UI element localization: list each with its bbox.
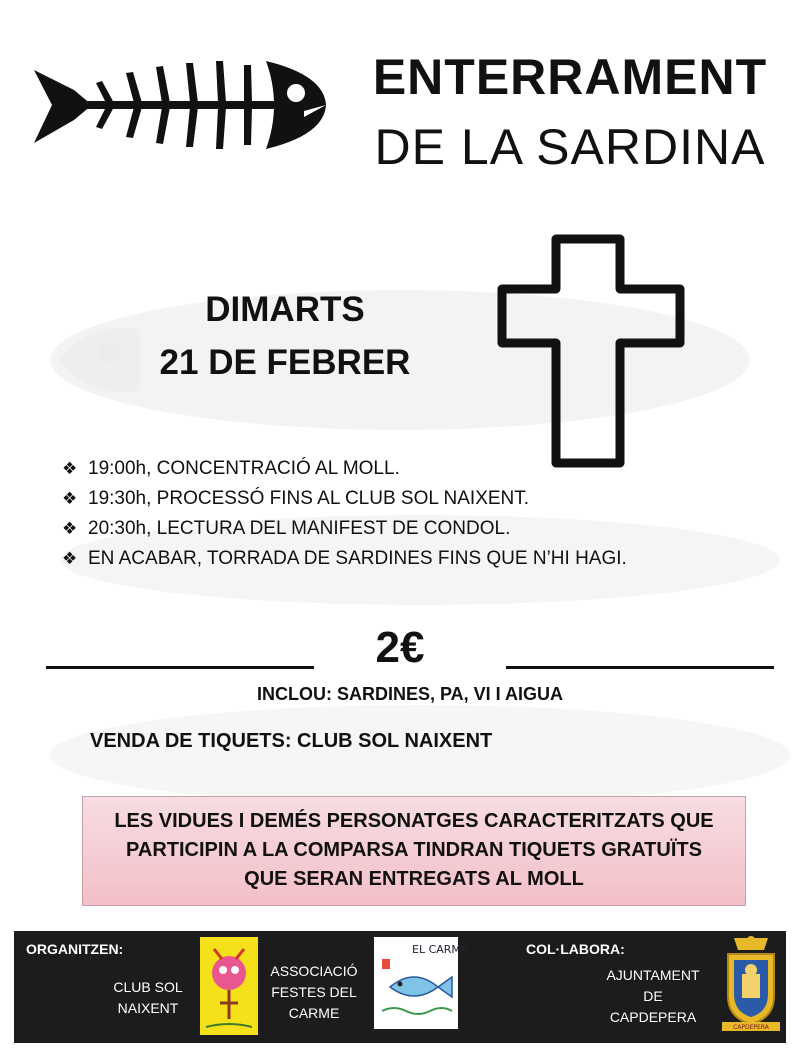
org2-line3: CARME (288, 1005, 340, 1021)
el-carme-logo-text: EL CARME (412, 943, 468, 956)
divider-right (506, 666, 774, 669)
org2-line2: FESTES DEL (271, 984, 357, 1000)
event-date (120, 283, 450, 389)
collab-line3: CAPDEPERA (609, 1009, 697, 1025)
collaborator-ajuntament (598, 965, 708, 1028)
event-day: 21 DE FEBRER (159, 343, 411, 382)
schedule-text: 19:30h, PROCESSÓ FINS AL CLUB SOL NAIXENT. (88, 488, 530, 509)
bullet-diamond-icon: ❖ (62, 489, 78, 508)
org1-line1: CLUB SOL (113, 979, 183, 995)
organizer-associacio-festes (266, 961, 362, 1024)
org1-line2: NAIXENT (117, 1000, 179, 1016)
divider-left (46, 666, 314, 669)
el-carme-logo-icon (374, 937, 468, 1029)
sponsor-footer (14, 931, 786, 1043)
crest-banner-text: CAPDEPERA (733, 1024, 769, 1031)
schedule-item (62, 484, 627, 514)
title-line-2: DE LA SARDINA (374, 119, 766, 175)
bullet-diamond-icon: ❖ (62, 519, 78, 538)
schedule-item (62, 514, 627, 544)
schedule-text: EN ACABAR, TORRADA DE SARDINES FINS QUE N’HI HAGI. (88, 548, 627, 569)
crest-icon (720, 934, 782, 1034)
bullet-diamond-icon: ❖ (62, 459, 78, 478)
club-sol-naixent-logo-icon (200, 937, 258, 1035)
notice-line-2: PARTICIPIN A LA COMPARSA TINDRAN TIQUETS GRATUÏTS (126, 839, 702, 861)
ticket-sales: VENDA DE TIQUETS: CLUB SOL NAIXENT (90, 730, 493, 752)
org2-line1: ASSOCIACIÓ (270, 963, 358, 979)
event-weekday: DIMARTS (205, 290, 365, 329)
collaborates-label: COL·LABORA: (526, 941, 625, 957)
schedule-item (62, 454, 627, 484)
notice-line-1: LES VIDUES I DEMÉS PERSONATGES CARACTERITZATS QUE (114, 810, 714, 832)
collab-line1: AJUNTAMENT (606, 967, 700, 983)
ticket-price: 2€ (375, 623, 425, 672)
schedule-text: 20:30h, LECTURA DEL MANIFEST DE CONDOL. (88, 518, 511, 539)
price-includes: INCLOU: SARDINES, PA, VI I AIGUA (256, 684, 564, 704)
title-line-1: ENTERRAMENT (372, 49, 768, 105)
cross-icon (494, 233, 688, 469)
collab-line2: DE (643, 988, 663, 1004)
schedule-list (62, 454, 627, 574)
notice-line-3: QUE SERAN ENTREGATS AL MOLL (244, 868, 584, 890)
organizers-label: ORGANITZEN: (26, 941, 124, 957)
free-ticket-notice (82, 796, 746, 906)
organizer-club-sol-naixent (106, 977, 190, 1019)
schedule-item (62, 544, 627, 574)
bullet-diamond-icon: ❖ (62, 549, 78, 568)
fish-skeleton-icon (34, 55, 326, 155)
schedule-text: 19:00h, CONCENTRACIÓ AL MOLL. (88, 458, 400, 479)
